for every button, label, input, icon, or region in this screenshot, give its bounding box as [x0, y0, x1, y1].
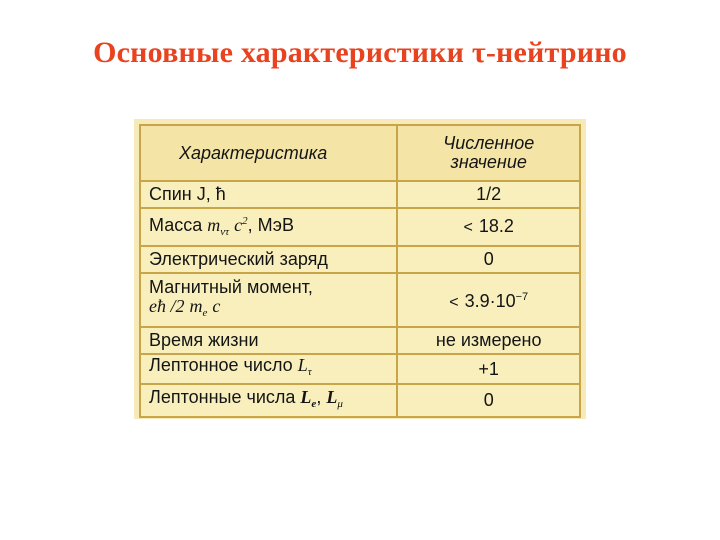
header-value: [397, 125, 580, 181]
mass-symbol: m: [207, 215, 221, 235]
row-charge-label: Электрический заряд: [140, 246, 397, 273]
row-mass-label: [140, 208, 397, 246]
mass-symbol-sub: ντ: [220, 226, 230, 238]
row-lepton-numbers-value: 0: [397, 384, 580, 417]
table-row: [140, 354, 580, 384]
lepton-number-sub: τ: [307, 366, 312, 378]
mass-label-text: Масса: [149, 215, 203, 235]
mass-value: 18.2: [478, 216, 514, 236]
magnetic-relation: <: [449, 294, 459, 311]
row-mass-value: [397, 208, 580, 246]
slide-title: Основные характеристики τ-нейтрино: [93, 36, 627, 69]
magnetic-m-sub: e: [202, 306, 208, 319]
magnetic-eh: eħ /2: [149, 295, 185, 316]
magnetic-label-line2: [149, 297, 388, 323]
lepton-separator: ,: [316, 386, 327, 407]
magnetic-c: c: [212, 295, 221, 316]
row-lifetime-label: Время жизни: [140, 327, 397, 354]
header-property: Характеристика: [140, 125, 397, 181]
lepton-number-symbol: L: [297, 355, 308, 375]
lepton-lmu-sub: μ: [337, 397, 343, 410]
header-value-line1: Численное: [443, 133, 535, 153]
row-lepton-number-label: [140, 354, 397, 384]
table-row: [140, 273, 580, 327]
magnetic-m: m: [189, 295, 203, 316]
table-header-row: [140, 125, 580, 181]
table-row: [140, 246, 580, 273]
magnetic-exponent: −7: [515, 291, 529, 303]
table-row: [140, 384, 580, 417]
table-row: [140, 208, 580, 246]
row-lepton-number-value: +1: [397, 354, 580, 384]
lepton-le-sub: e: [311, 397, 317, 410]
row-magnetic-value: [397, 273, 580, 327]
header-value-line2: значение: [450, 152, 527, 172]
properties-table-panel: [134, 119, 586, 419]
mass-relation: <: [463, 219, 473, 236]
lepton-number-text: Лептонное число: [149, 355, 293, 375]
row-magnetic-label: [140, 273, 397, 327]
magnetic-label-line1: Магнитный момент,: [149, 276, 313, 297]
lepton-le: L: [300, 386, 312, 407]
mass-c: c: [234, 215, 243, 235]
row-spin-label: Спин J, ħ: [140, 181, 397, 208]
row-charge-value: 0: [397, 246, 580, 273]
table-row: [140, 181, 580, 208]
magnetic-mantissa: 3.9·10: [464, 291, 516, 311]
mass-unit: , МэВ: [247, 215, 294, 235]
row-spin-value: 1/2: [397, 181, 580, 208]
lepton-lmu: L: [326, 386, 338, 407]
mass-c-sup: 2: [242, 215, 248, 227]
lepton-numbers-text: Лептонные числа: [149, 386, 296, 407]
row-lepton-numbers-label: [140, 384, 397, 417]
table-row: [140, 327, 580, 354]
row-lifetime-value: не измерено: [397, 327, 580, 354]
properties-table: [139, 124, 581, 418]
